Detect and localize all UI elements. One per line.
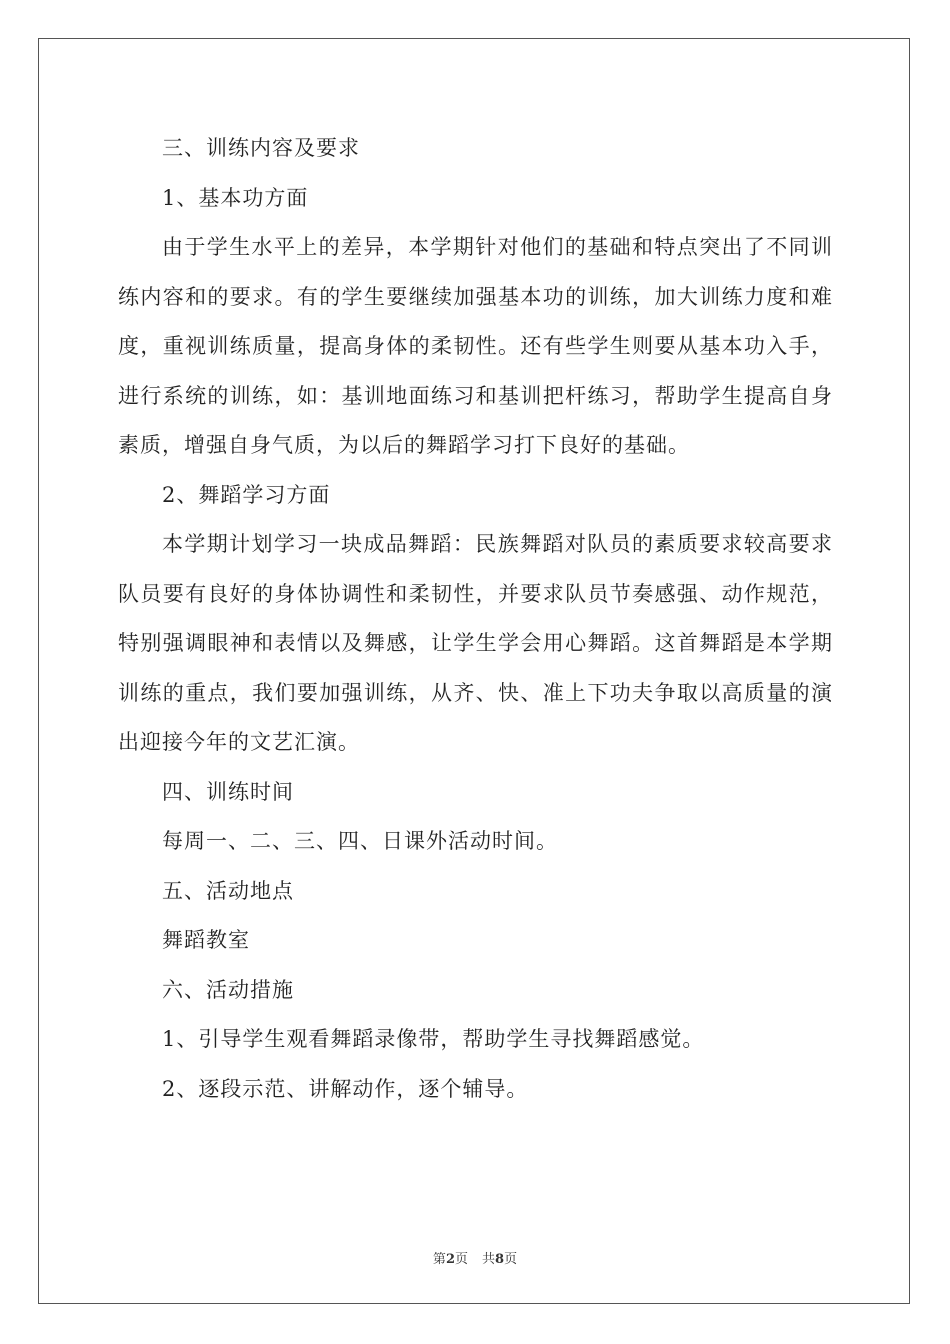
- page-number-suffix: 页: [454, 1252, 468, 1267]
- page-number-current: 2: [445, 1252, 455, 1267]
- section-heading-location: 五、活动地点: [162, 878, 294, 903]
- page-number-prefix: 第: [432, 1252, 446, 1267]
- page-total-count: 8: [495, 1252, 505, 1267]
- list-item-measure-1: 1、引导学生观看舞蹈录像带，帮助学生寻找舞蹈感觉。: [162, 1027, 705, 1051]
- paragraph-dance-learning: 本学期计划学习一块成品舞蹈：民族舞蹈对队员的素质要求较高要求队员要有良好的身体协调性和柔韧性，并要求队员节奏感强、动作规范，特别强调眼神和表情以及舞感，让学生学会用心舞蹈。这首舞蹈是本学期训练的重点，我们要加强训练，从齐、快、准上下功夫争取以高质量的演出迎接今年的文艺汇演。: [118, 532, 833, 754]
- section-heading-training-content: 三、训练内容及要求: [162, 136, 360, 160]
- paragraph-location: 舞蹈教室: [162, 928, 250, 952]
- list-item-measure-2: 2、逐段示范、讲解动作，逐个辅导。: [162, 1076, 529, 1101]
- section-heading-measures: 六、活动措施: [162, 977, 294, 1002]
- page-total-suffix: 页: [504, 1252, 518, 1267]
- subheading-basic-skills: 1、基本功方面: [162, 185, 309, 210]
- paragraph-basic-skills: 由于学生水平上的差异，本学期针对他们的基础和特点突出了不同训练内容和的要求。有的学生要继续加强基本功的训练，加大训练力度和难度，重视训练质量，提高身体的柔韧性。还有些学生则要从基本功入手，进行系统的训练，如：基训地面练习和基训把杆练习，帮助学生提高自身素质，增强自身气质，为以后的舞蹈学习打下良好的基础。: [118, 235, 833, 457]
- page-total-prefix: 共: [482, 1252, 496, 1267]
- paragraph-training-time: 每周一、二、三、四、日课外活动时间。: [162, 829, 558, 853]
- page-footer: [0, 1248, 950, 1267]
- subheading-dance-learning: 2、舞蹈学习方面: [162, 482, 331, 507]
- section-heading-training-time: 四、训练时间: [162, 779, 294, 804]
- document-body: [118, 124, 833, 1114]
